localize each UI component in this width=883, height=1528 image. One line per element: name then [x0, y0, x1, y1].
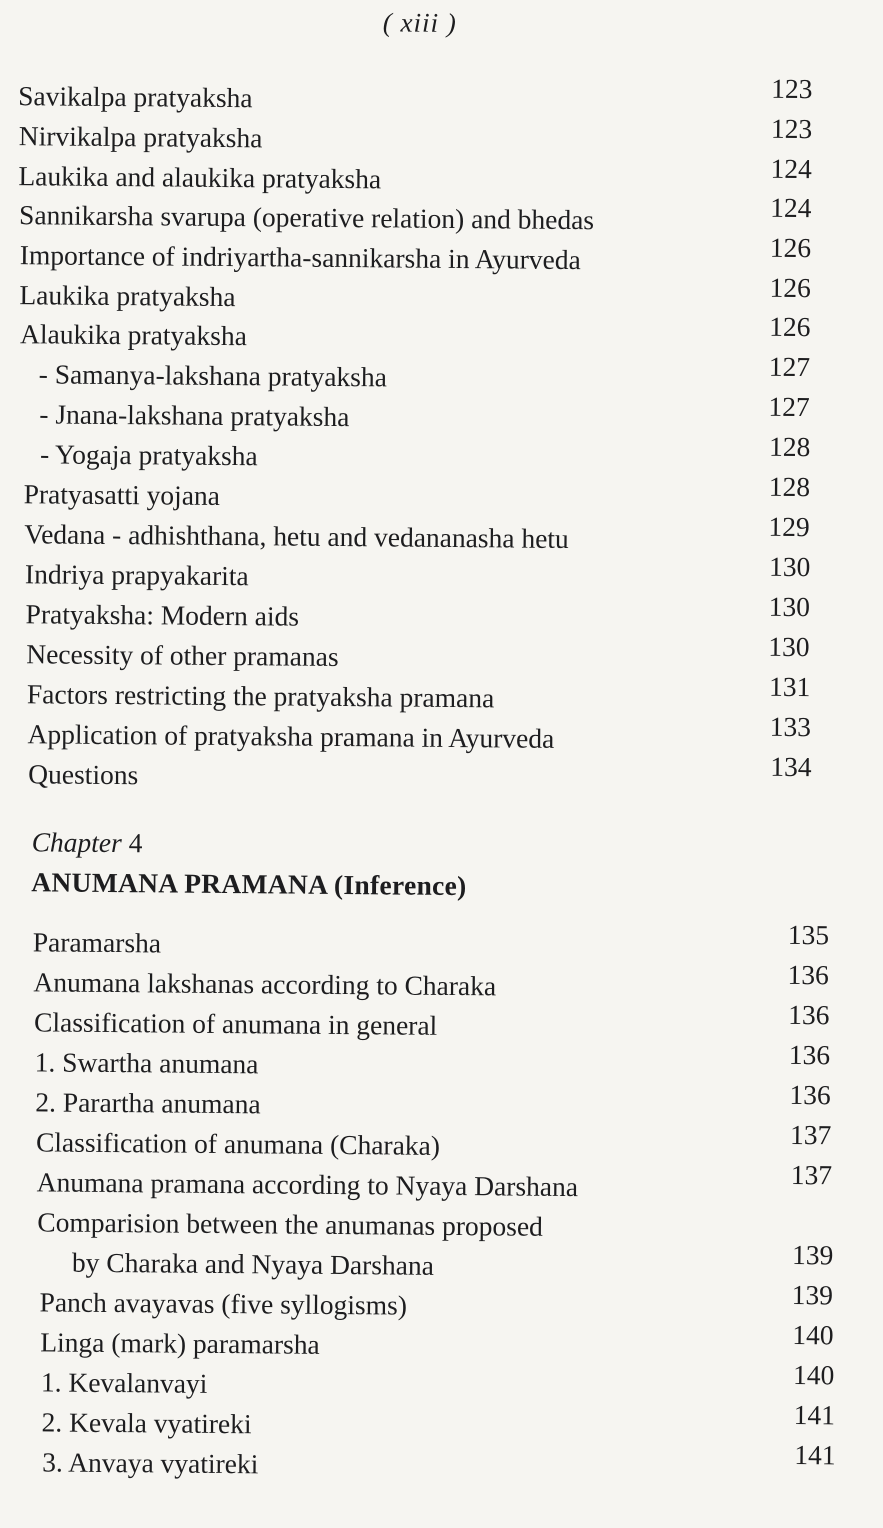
toc-entry-page: 136 — [789, 1035, 831, 1075]
toc-entry-title: Paramarsha — [33, 922, 162, 963]
toc-entry-title: - Jnana-lakshana pratyaksha — [39, 394, 349, 437]
toc-entry-title: Sannikarsha svarupa (operative relation) and bhedas — [19, 195, 594, 240]
toc-entry-title: Factors restricting the pratyaksha pramana — [27, 674, 495, 718]
toc-entry-title: Indriya prapyakarita — [25, 554, 249, 596]
toc-entry-page: 130 — [769, 547, 811, 587]
toc-entry-page: 130 — [768, 627, 810, 667]
toc-entry-page: 133 — [770, 707, 812, 747]
toc-entry-page: 127 — [769, 347, 811, 387]
toc-entry-page: 141 — [794, 1395, 836, 1435]
toc-entry-page: 134 — [770, 747, 812, 787]
toc-entry-page: 127 — [768, 387, 810, 427]
toc-entry-title: Questions — [28, 754, 138, 795]
toc-entry-page: 128 — [769, 467, 811, 507]
toc-entry-title: Application of pratyaksha pramana in Ayurveda — [27, 714, 554, 759]
toc-entry-title: 2. Kevala vyatireki — [41, 1402, 251, 1444]
toc-entry-title: Linga (mark) paramarsha — [40, 1322, 320, 1364]
toc-entry-title: 1. Swartha anumana — [35, 1042, 259, 1084]
toc-entry-title: Laukika pratyaksha — [19, 275, 235, 317]
toc-entry-title: 2. Parartha anumana — [35, 1082, 261, 1124]
toc-entry-page: 124 — [770, 188, 812, 228]
toc-entry-page: 140 — [792, 1315, 834, 1355]
toc-entry-page: 130 — [769, 587, 811, 627]
chapter-title — [31, 866, 467, 902]
toc-entry-title: Laukika and alaukika pratyaksha — [18, 156, 381, 199]
toc-entry-page: 135 — [788, 915, 830, 955]
toc-entry-page: 128 — [769, 427, 811, 467]
toc-entry-page: 126 — [769, 268, 811, 308]
toc-entry-page: 139 — [792, 1235, 834, 1275]
toc-entry-page: 136 — [789, 1075, 831, 1115]
toc-entry-title: Alaukika pratyaksha — [20, 314, 247, 356]
toc-entry-page: 126 — [770, 228, 812, 268]
toc-entry-page: 139 — [792, 1275, 834, 1315]
toc-entry-title: Comparision between the anumanas proposed — [37, 1202, 543, 1246]
toc-entry-title: by Charaka and Nyaya Darshana — [72, 1243, 434, 1286]
toc-entry-page: 140 — [793, 1355, 835, 1395]
toc-entry-title: Necessity of other pramanas — [26, 634, 339, 677]
toc-entry-page: 141 — [794, 1435, 836, 1475]
toc-entry-title: Classification of anumana (Charaka) — [36, 1122, 440, 1166]
toc-entry-page: 123 — [771, 109, 813, 149]
toc-entry-title: Pratyaksha: Modern aids — [25, 594, 299, 636]
toc-entry-title: Panch avayavas (five syllogisms) — [39, 1282, 407, 1325]
toc-entry-title: - Samanya-lakshana pratyaksha — [39, 354, 388, 397]
toc-entry-title: 3. Anvaya vyatireki — [42, 1442, 258, 1484]
toc-entry-page: 137 — [790, 1115, 832, 1155]
toc-entry-page: 124 — [770, 149, 812, 189]
toc-entry-title: - Yogaja pratyaksha — [40, 434, 258, 476]
chapter-label-word: Chapter — [32, 826, 122, 858]
toc-entry-page: 131 — [769, 667, 811, 707]
toc-entry-title: Classification of anumana in general — [34, 1002, 438, 1046]
toc-entry-page: 123 — [771, 69, 813, 109]
toc-entry-title: Importance of indriyartha-sannikarsha in Ayurveda — [20, 235, 581, 280]
toc-entry-page: 136 — [788, 995, 830, 1035]
page-number-header: ( xiii ) — [0, 4, 840, 42]
toc-entry-page: 137 — [791, 1155, 833, 1195]
toc-entry-title: 1. Kevalanvayi — [41, 1362, 208, 1403]
toc-entry-title: Savikalpa pratyaksha — [18, 76, 253, 118]
toc-entry-title: Vedana - adhishthana, hetu and vedananasha hetu — [24, 514, 569, 559]
chapter-title-main: ANUMANA PRAMANA — [31, 866, 327, 900]
chapter-number: 4 — [129, 827, 143, 858]
toc-entry-page: 126 — [769, 307, 811, 347]
toc-entry-title: Anumana pramana according to Nyaya Darshana — [37, 1162, 579, 1207]
toc-entry-page: 136 — [787, 955, 829, 995]
chapter-title-subtitle: (Inference) — [334, 869, 467, 901]
chapter-label — [32, 826, 143, 859]
toc-entry-page: 129 — [768, 507, 810, 547]
toc-entry-title: Pratyasatti yojana — [24, 474, 221, 516]
toc-entry-title: Anumana lakshanas according to Charaka — [33, 962, 496, 1006]
toc-entry-title: Nirvikalpa pratyaksha — [19, 116, 263, 158]
